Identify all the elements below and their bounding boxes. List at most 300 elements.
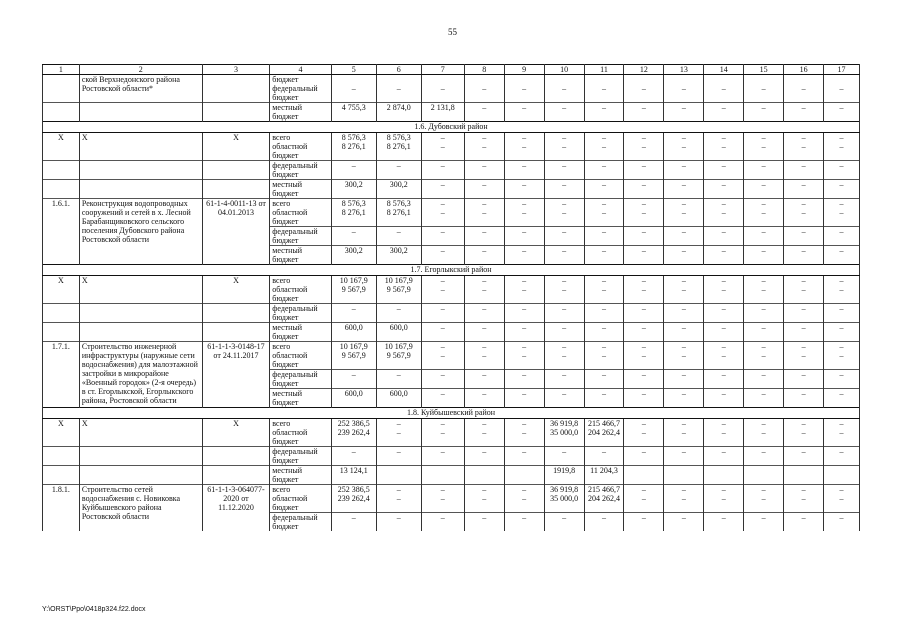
value-cell: – [421,428,464,447]
value-cell: – [664,428,704,447]
value-cell: – [784,389,824,408]
budget-type: областной бюджет [270,428,331,447]
value-cell: – [544,103,584,122]
value-cell: 215 466,7 [584,485,624,495]
value-cell: – [704,494,744,513]
value-cell: – [784,199,824,209]
value-cell: – [376,494,421,513]
value-cell: – [544,285,584,304]
value-cell: – [704,285,744,304]
value-cell: – [464,342,504,352]
value-cell: – [784,351,824,370]
value-cell: – [664,323,704,342]
value-cell: – [624,161,664,180]
item-number: Х [43,419,80,429]
value-cell: – [744,103,784,122]
value-cell: – [664,419,704,429]
value-cell: – [421,342,464,352]
header-cell-17: 17 [824,65,860,75]
value-cell: – [464,351,504,370]
budget-type: всего [270,133,331,143]
header-cell-11: 11 [584,65,624,75]
value-cell: – [504,513,544,532]
budget-type: федеральный бюджет [270,370,331,389]
value-cell: – [504,323,544,342]
value-cell: – [624,103,664,122]
item-number [43,285,80,304]
value-cell: – [544,142,584,161]
value-cell: – [744,142,784,161]
value-cell: 600,0 [331,389,376,408]
value-cell: – [464,389,504,408]
section-title: 1.7. Егорлыкский район [43,265,860,276]
value-cell: 204 262,4 [584,494,624,513]
value-cell: – [331,161,376,180]
header-cell-5: 5 [331,65,376,75]
value-cell: – [824,351,860,370]
item-number: 1.6.1. [43,199,80,265]
value-cell: 35 000,0 [544,428,584,447]
table-row [43,75,860,85]
value-cell: 9 567,9 [376,285,421,304]
value-cell: – [704,227,744,246]
value-cell: – [421,485,464,495]
value-cell: – [464,370,504,389]
budget-type: областной бюджет [270,142,331,161]
value-cell: – [744,428,784,447]
value-cell: – [784,494,824,513]
value-cell: 36 919,8 [544,419,584,429]
item-description: ской Верхнедонского района [79,75,202,85]
value-cell: – [704,428,744,447]
section-row [43,122,860,133]
section-row [43,408,860,419]
value-cell: – [704,389,744,408]
value-cell: – [784,485,824,495]
value-cell: – [584,447,624,466]
value-cell: 8 276,1 [331,142,376,161]
value-cell: – [464,208,504,227]
value-cell: – [704,513,744,532]
item-registration: Х [202,419,270,429]
budget-type: федеральный бюджет [270,304,331,323]
value-cell: – [824,342,860,352]
item-number [43,304,80,323]
value-cell [464,75,504,85]
value-cell: – [824,494,860,513]
item-number: 1.7.1. [43,342,80,408]
table-row [43,342,860,352]
value-cell: – [744,351,784,370]
value-cell: 252 386,5 [331,419,376,429]
value-cell: – [824,370,860,389]
item-description: Ростовской области* [79,84,202,103]
value-cell: – [584,389,624,408]
value-cell: 8 576,3 [376,133,421,143]
item-description [79,285,202,304]
value-cell: – [824,84,860,103]
value-cell: – [824,447,860,466]
value-cell [664,75,704,85]
value-cell: – [784,161,824,180]
item-number [43,323,80,342]
item-description: Реконструкция водопроводных сооружений и сетей в х. Лесной Барабанщиковского сельского поселения Дубовского района Ростовской области [79,199,202,265]
item-registration: 61-1-1-3-064077-2020 от 11.12.2020 [202,485,270,532]
value-cell: – [664,494,704,513]
value-cell: – [584,133,624,143]
header-cell-14: 14 [704,65,744,75]
value-cell: – [584,84,624,103]
value-cell: – [584,227,624,246]
value-cell: – [504,389,544,408]
value-cell [544,75,584,85]
value-cell: 8 276,1 [376,142,421,161]
value-cell: – [664,485,704,495]
value-cell: – [784,370,824,389]
value-cell: – [544,84,584,103]
value-cell: – [624,513,664,532]
budget-type: всего [270,276,331,286]
value-cell: – [331,304,376,323]
value-cell: – [421,161,464,180]
item-description [79,428,202,447]
budget-type: местный бюджет [270,246,331,265]
value-cell: – [624,389,664,408]
table-row [43,428,860,447]
value-cell: 8 576,3 [331,133,376,143]
value-cell: – [584,351,624,370]
budget-type: областной бюджет [270,494,331,513]
value-cell: – [744,180,784,199]
value-cell: – [784,84,824,103]
item-number [43,447,80,466]
value-cell [376,466,421,485]
value-cell: – [664,246,704,265]
section-row [43,265,860,276]
item-registration: Х [202,276,270,286]
value-cell: – [544,513,584,532]
value-cell: – [584,370,624,389]
value-cell: – [704,447,744,466]
value-cell: – [744,285,784,304]
table-row [43,285,860,304]
value-cell: – [544,447,584,466]
value-cell: – [784,304,824,323]
item-registration [202,428,270,447]
value-cell: 11 204,3 [584,466,624,485]
value-cell: 35 000,0 [544,494,584,513]
value-cell: – [664,351,704,370]
value-cell: – [584,246,624,265]
value-cell: – [744,447,784,466]
value-cell: – [331,84,376,103]
value-cell: – [704,351,744,370]
value-cell: – [824,428,860,447]
value-cell: – [544,323,584,342]
value-cell: – [464,428,504,447]
value-cell: – [464,485,504,495]
item-number [43,103,80,122]
value-cell: 300,2 [331,246,376,265]
item-description [79,323,202,342]
value-cell: 4 755,3 [331,103,376,122]
value-cell: – [824,142,860,161]
value-cell: – [744,208,784,227]
value-cell: – [544,351,584,370]
table-row [43,133,860,143]
value-cell: – [664,227,704,246]
value-cell: – [704,419,744,429]
budget-type: всего [270,199,331,209]
value-cell: – [744,161,784,180]
value-cell: – [544,208,584,227]
value-cell: – [504,103,544,122]
value-cell: – [744,485,784,495]
item-number [43,84,80,103]
value-cell: 300,2 [376,246,421,265]
value-cell: – [744,389,784,408]
value-cell: – [784,276,824,286]
value-cell [664,466,704,485]
item-number: Х [43,133,80,143]
value-cell: – [624,227,664,246]
value-cell: – [704,208,744,227]
value-cell: – [584,323,624,342]
value-cell: – [664,513,704,532]
value-cell: – [824,389,860,408]
value-cell: – [504,447,544,466]
value-cell: – [664,103,704,122]
value-cell [624,466,664,485]
value-cell: – [784,180,824,199]
item-description: Х [79,133,202,143]
item-number [43,75,80,85]
value-cell: – [464,513,504,532]
value-cell: – [504,485,544,495]
value-cell: – [824,276,860,286]
value-cell: 215 466,7 [584,419,624,429]
value-cell: – [784,447,824,466]
item-description: Строительство инженерной инфраструктуры (наружные сети водоснабжения) для малоэтажной застройки в микрорайоне «Военный городок» (2-я очередь) в ст. Егорлыкской, Егорлыкского района, Ростовской области [79,342,202,408]
value-cell: – [464,133,504,143]
header-cell-6: 6 [376,65,421,75]
item-number [43,161,80,180]
value-cell: – [824,419,860,429]
value-cell: 600,0 [331,323,376,342]
value-cell: – [376,447,421,466]
value-cell: 252 386,5 [331,485,376,495]
value-cell: – [504,342,544,352]
value-cell: – [421,285,464,304]
header-cell-1: 1 [43,65,80,75]
value-cell: – [504,370,544,389]
value-cell: – [376,419,421,429]
value-cell [421,75,464,85]
budget-table [42,64,860,531]
value-cell: – [464,142,504,161]
value-cell: – [464,419,504,429]
budget-type: федеральный бюджет [270,513,331,532]
item-registration [202,161,270,180]
value-cell: – [421,208,464,227]
value-cell [824,75,860,85]
value-cell: – [704,142,744,161]
item-description [79,180,202,199]
value-cell: – [624,285,664,304]
value-cell: – [331,227,376,246]
value-cell [624,75,664,85]
value-cell: – [584,513,624,532]
value-cell: – [504,304,544,323]
value-cell: – [784,419,824,429]
value-cell: – [544,133,584,143]
value-cell: 8 276,1 [331,208,376,227]
budget-type: местный бюджет [270,103,331,122]
item-number [43,466,80,485]
value-cell: – [784,208,824,227]
value-cell: – [624,276,664,286]
section-title: 1.8. Куйбышевский район [43,408,860,419]
value-cell [464,466,504,485]
item-registration [202,180,270,199]
value-cell: – [504,276,544,286]
value-cell: – [376,304,421,323]
budget-type: местный бюджет [270,389,331,408]
budget-type: местный бюджет [270,180,331,199]
value-cell: – [624,142,664,161]
value-cell: – [824,485,860,495]
value-cell [784,75,824,85]
value-cell: – [624,323,664,342]
value-cell: – [664,276,704,286]
item-registration [202,84,270,103]
value-cell: – [421,419,464,429]
value-cell: 9 567,9 [331,351,376,370]
budget-type: всего [270,485,331,495]
budget-type: местный бюджет [270,466,331,485]
table-row [43,199,860,209]
value-cell: – [584,285,624,304]
value-cell: – [624,133,664,143]
value-cell [784,466,824,485]
value-cell: 9 567,9 [376,351,421,370]
table-row [43,103,860,122]
value-cell: – [744,227,784,246]
value-cell: – [784,342,824,352]
table-header-row [43,65,860,75]
item-description: Х [79,419,202,429]
item-number [43,142,80,161]
value-cell: – [504,180,544,199]
value-cell: – [664,84,704,103]
value-cell: – [584,304,624,323]
value-cell: – [784,285,824,304]
value-cell: 10 167,9 [331,342,376,352]
value-cell: – [624,84,664,103]
value-cell: – [421,199,464,209]
table-row [43,180,860,199]
value-cell: – [624,351,664,370]
value-cell: – [504,142,544,161]
value-cell: – [584,276,624,286]
budget-type: местный бюджет [270,323,331,342]
value-cell: 600,0 [376,389,421,408]
value-cell: – [464,180,504,199]
value-cell: – [464,246,504,265]
value-cell: – [584,142,624,161]
value-cell: – [664,199,704,209]
item-description [79,142,202,161]
header-cell-3: 3 [202,65,270,75]
item-number: Х [43,276,80,286]
table-row [43,485,860,495]
value-cell: – [784,227,824,246]
value-cell: – [824,180,860,199]
value-cell: – [331,513,376,532]
value-cell: – [376,428,421,447]
value-cell: – [664,304,704,323]
value-cell: – [421,513,464,532]
value-cell: – [421,389,464,408]
budget-type: областной бюджет [270,351,331,370]
value-cell: – [704,161,744,180]
value-cell: – [704,246,744,265]
value-cell: – [744,513,784,532]
budget-type: всего [270,419,331,429]
value-cell: – [624,419,664,429]
value-cell: – [504,494,544,513]
value-cell: – [784,142,824,161]
header-cell-13: 13 [664,65,704,75]
value-cell: – [464,84,504,103]
value-cell: – [704,342,744,352]
value-cell: – [421,133,464,143]
value-cell: – [664,389,704,408]
value-cell: – [504,246,544,265]
value-cell: – [624,428,664,447]
value-cell: 10 167,9 [331,276,376,286]
value-cell: 8 276,1 [376,208,421,227]
value-cell: – [624,494,664,513]
value-cell: – [504,208,544,227]
value-cell: – [504,428,544,447]
table-row [43,84,860,103]
value-cell: – [421,323,464,342]
value-cell [421,466,464,485]
value-cell: – [421,227,464,246]
value-cell: – [824,208,860,227]
value-cell: – [464,285,504,304]
value-cell: – [784,246,824,265]
value-cell: – [824,323,860,342]
item-registration: 61-1-1-3-0148-17 от 24.11.2017 [202,342,270,408]
value-cell: – [421,276,464,286]
value-cell: – [504,133,544,143]
item-registration [202,75,270,85]
value-cell: 2 131,8 [421,103,464,122]
value-cell: – [584,180,624,199]
value-cell: – [331,370,376,389]
value-cell: – [744,419,784,429]
item-registration [202,103,270,122]
value-cell [331,75,376,85]
value-cell: – [544,389,584,408]
value-cell: – [464,161,504,180]
value-cell: – [704,199,744,209]
value-cell: – [421,84,464,103]
value-cell: – [664,370,704,389]
item-registration [202,323,270,342]
